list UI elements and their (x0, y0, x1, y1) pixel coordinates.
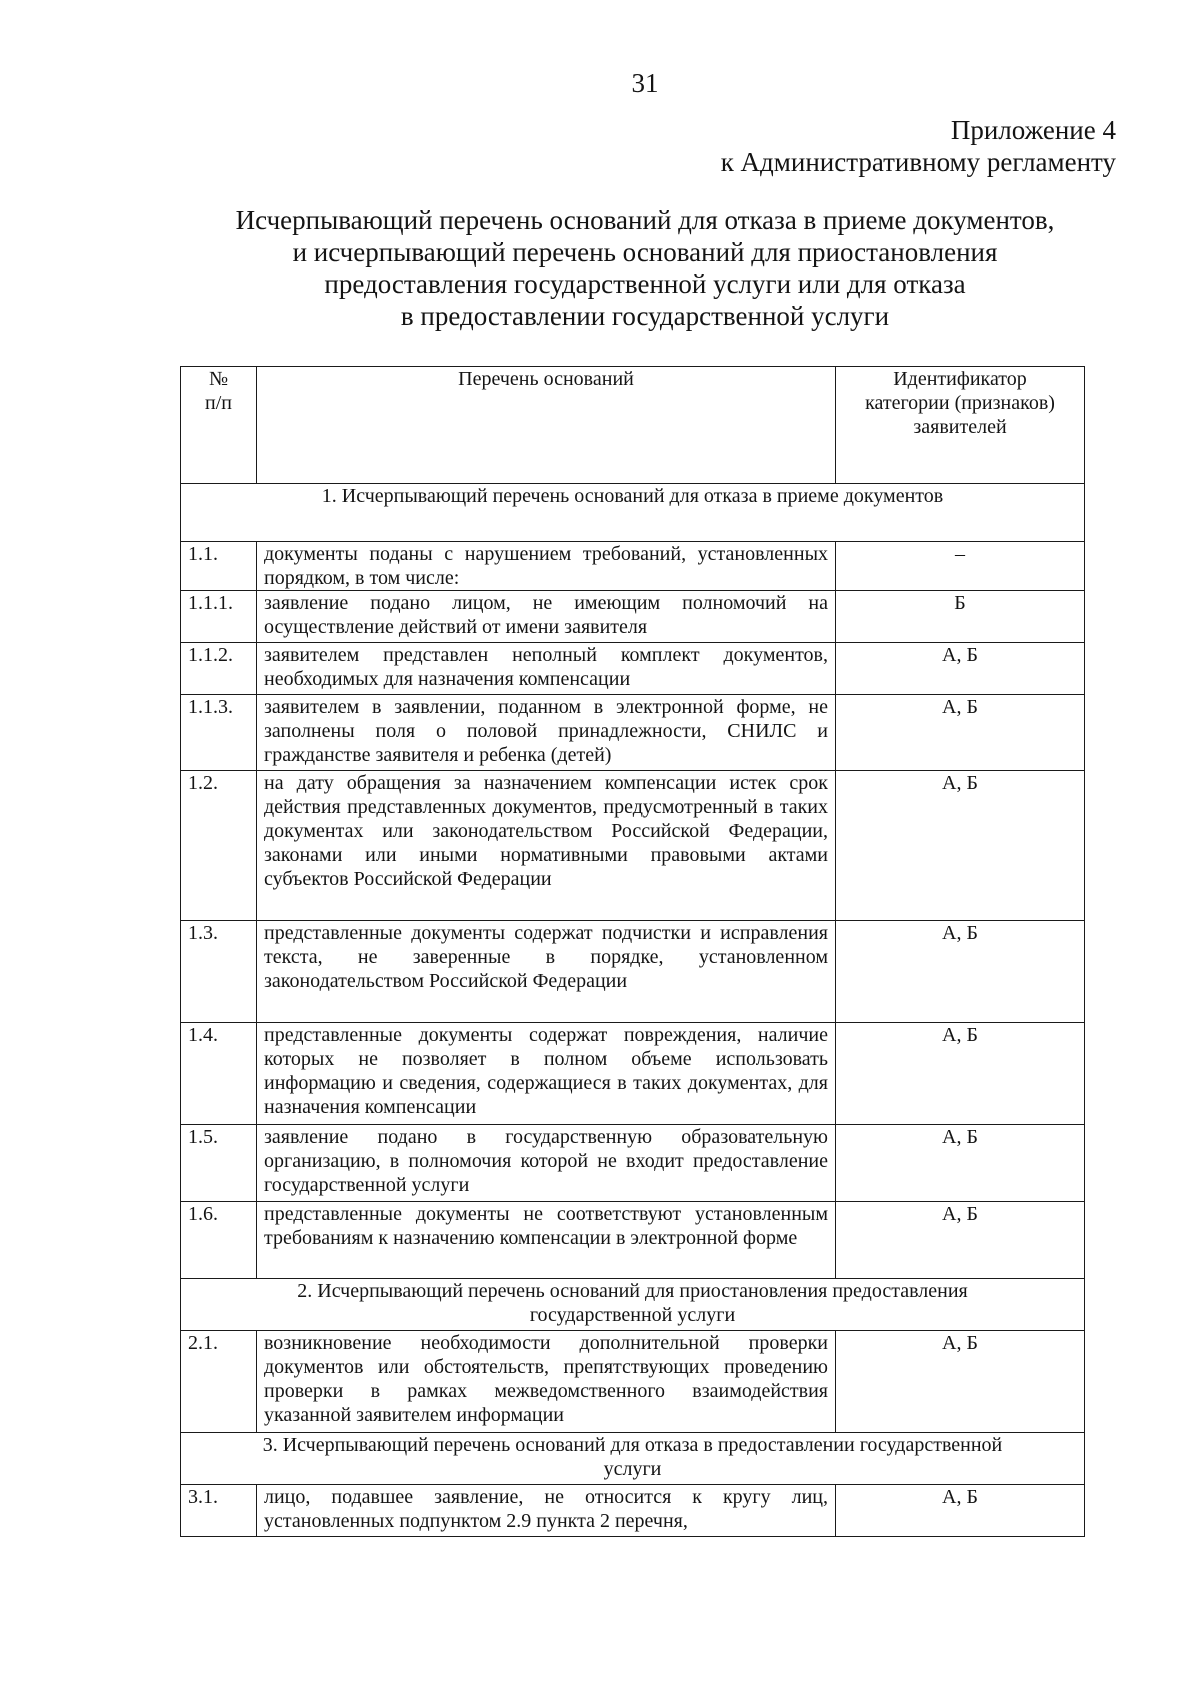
header-identifier-line: категории (признаков) (865, 392, 1055, 414)
annex-line-1: Приложение 4 (950, 115, 1116, 145)
row-identifier: А, Б (836, 1125, 1085, 1202)
table-row (181, 643, 1085, 695)
table-row (181, 591, 1085, 643)
table-row (181, 1202, 1085, 1279)
title-line: Исчерпывающий перечень оснований для отказа в приеме документов, (235, 205, 1055, 235)
table-row (181, 1331, 1085, 1433)
section-heading-row (181, 1279, 1085, 1331)
title-line: предоставления государственной услуги или для отказа (324, 269, 966, 299)
table-row (181, 1125, 1085, 1202)
section-heading-row (181, 484, 1085, 542)
row-identifier: А, Б (836, 921, 1085, 1023)
row-number: 1.4. (181, 1023, 257, 1125)
annex-line-2: к Административному регламенту (720, 147, 1116, 177)
title-line: в предоставлении государственной услуги (400, 301, 890, 331)
section-2-title-line: государственной услуги (529, 1304, 736, 1326)
document-title (200, 204, 1090, 332)
grounds-table (180, 366, 1085, 1537)
row-number: 3.1. (181, 1485, 257, 1537)
row-identifier: А, Б (836, 1485, 1085, 1537)
row-text: документы поданы с нарушением требований, установленных порядком, в том числе: (257, 542, 836, 591)
table-header-row (181, 367, 1085, 484)
header-identifier (836, 367, 1085, 484)
table-row (181, 542, 1085, 591)
section-3-title (181, 1433, 1085, 1485)
row-number: 1.1.1. (181, 591, 257, 643)
row-identifier: А, Б (836, 1202, 1085, 1279)
row-identifier: А, Б (836, 643, 1085, 695)
row-text: представленные документы содержат подчистки и исправления текста, не заверенные в порядке, установленном законодательством Российской Федерации (257, 921, 836, 1023)
row-text: заявление подано лицом, не имеющим полномочий на осуществление действий от имени заявителя (257, 591, 836, 643)
row-number: 1.1.3. (181, 695, 257, 771)
table-row (181, 1485, 1085, 1537)
row-text: возникновение необходимости дополнительной проверки документов или обстоятельств, препятствующих проведению проверки в рамках межведомственного взаимодействия указанной заявителем информации (257, 1331, 836, 1433)
header-number-symbol: № (208, 368, 229, 390)
row-text: заявителем в заявлении, поданном в электронной форме, не заполнены поля о половой принадлежности, СНИЛС и гражданстве заявителя и ребенка (детей) (257, 695, 836, 771)
section-3-title-line: 3. Исчерпывающий перечень оснований для отказа в предоставлении государственной (262, 1434, 1003, 1456)
row-identifier: А, Б (836, 771, 1085, 921)
row-text: представленные документы не соответствуют установленным требованиям к назначению компенсации в электронной форме (257, 1202, 836, 1279)
row-number: 1.2. (181, 771, 257, 921)
row-identifier: А, Б (836, 1331, 1085, 1433)
row-number: 1.6. (181, 1202, 257, 1279)
row-text: на дату обращения за назначением компенсации истек срок действия представленных документов, предусмотренный в таких документах или законодательством Российской Федерации, законами или иными нормативными правовыми актами субъектов Российской Федерации (257, 771, 836, 921)
section-2-title-line: 2. Исчерпывающий перечень оснований для приостановления предоставления (297, 1280, 968, 1302)
row-text: заявителем представлен неполный комплект документов, необходимых для назначения компенсации (257, 643, 836, 695)
table-row (181, 1023, 1085, 1125)
row-number: 1.5. (181, 1125, 257, 1202)
row-number: 1.1.2. (181, 643, 257, 695)
row-text: заявление подано в государственную образовательную организацию, в полномочия которой не входит предоставление государственной услуги (257, 1125, 836, 1202)
row-number: 1.3. (181, 921, 257, 1023)
row-identifier: А, Б (836, 695, 1085, 771)
header-identifier-line: заявителей (913, 416, 1007, 438)
row-identifier: Б (836, 591, 1085, 643)
header-number (181, 367, 257, 484)
row-text: лицо, подавшее заявление, не относится к кругу лиц, установленных подпунктом 2.9 пункта 2 перечня, (257, 1485, 836, 1537)
header-identifier-line: Идентификатор (893, 368, 1027, 390)
table-row (181, 921, 1085, 1023)
row-text: представленные документы содержат повреждения, наличие которых не позволяет в полном объеме использовать информацию и сведения, содержащиеся в таких документах, для назначения компенсации (257, 1023, 836, 1125)
section-2-title (181, 1279, 1085, 1331)
annex-heading (721, 114, 1116, 178)
section-heading-row (181, 1433, 1085, 1485)
section-1-title: 1. Исчерпывающий перечень оснований для отказа в приеме документов (181, 484, 1085, 542)
row-number: 2.1. (181, 1331, 257, 1433)
page-number: 31 (631, 68, 659, 98)
row-identifier: А, Б (836, 1023, 1085, 1125)
header-grounds: Перечень оснований (257, 367, 836, 484)
table-row (181, 695, 1085, 771)
section-3-title-line: услуги (603, 1458, 662, 1480)
table-row (181, 771, 1085, 921)
row-number: 1.1. (181, 542, 257, 591)
header-number-label: п/п (205, 392, 232, 414)
title-line: и исчерпывающий перечень оснований для приостановления (292, 237, 998, 267)
row-identifier: – (836, 542, 1085, 591)
